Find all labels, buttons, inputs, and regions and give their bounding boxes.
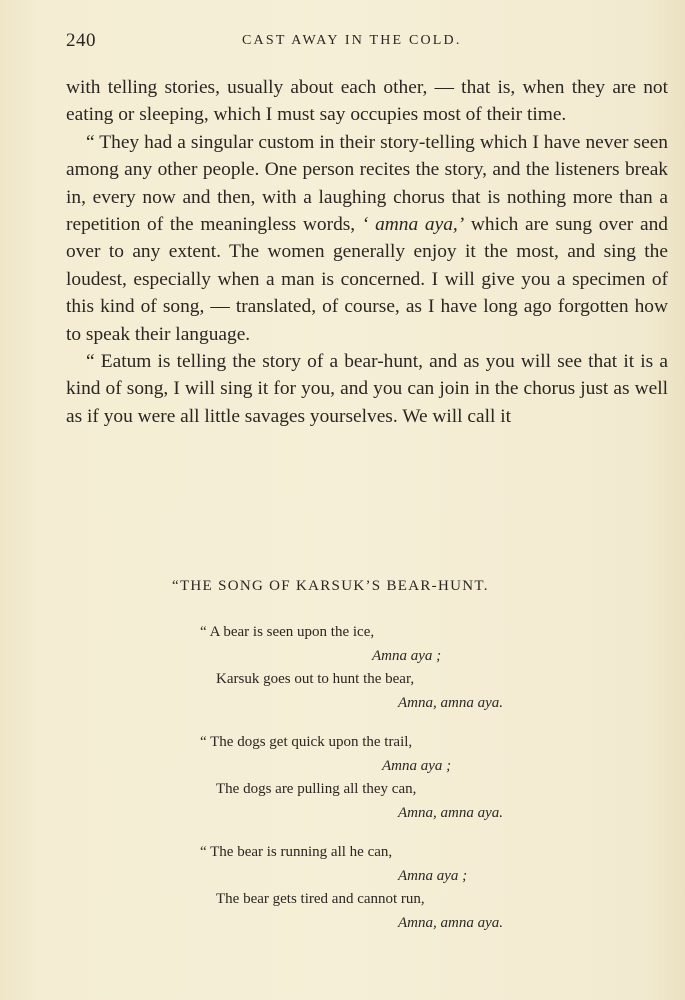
stanza-refrain: Amna aya ; — [372, 647, 442, 664]
paragraph-2-lead: “ They had a singular custom in their story-telling which I have never seen among any other people. One person recites the story, and the listeners break in, every now and then, with a laughing chorus that is nothing more than a repetition of the meaningless words, — [66, 131, 668, 236]
stanza-line: Karsuk goes out to hunt the bear, — [216, 671, 415, 688]
song-stanza-2 — [190, 731, 530, 825]
running-head: CAST AWAY IN THE COLD. — [242, 33, 462, 48]
body-text — [66, 74, 668, 430]
page-number: 240 — [66, 30, 96, 51]
stanza-line: The dogs are pulling all they can, — [216, 781, 417, 798]
paragraph-1: with telling stories, usually about each other, — that is, when they are not eating or sleeping, which I must say occupies most of their time. — [66, 77, 668, 126]
stanza-line: The bear gets tired and cannot run, — [216, 891, 425, 908]
paragraph-2-quoted-words: ‘ amna aya,’ — [361, 214, 465, 236]
paragraph-2 — [66, 129, 668, 348]
stanza-line: “ The dogs get quick upon the trail, — [200, 734, 413, 750]
stanza-refrain: Amna, amna aya. — [398, 804, 503, 821]
stanza-refrain: Amna, amna aya. — [398, 694, 503, 711]
stanza-refrain: Amna aya ; — [398, 867, 468, 884]
stanza-line: “ The bear is running all he can, — [200, 844, 393, 860]
paragraph-2-rest: which are sung over and over to any extent. The women generally enjoy it the most, and sing the loudest, especially when a man is concerned. I will give you a specimen of this kind of song, — translated, of course, as I have long ago forgotten how to speak their language. — [66, 214, 668, 345]
page-header — [66, 30, 670, 54]
paragraph-3: “ Eatum is telling the story of a bear-hunt, and as you will see that it is a kind of song, I will sing it for you, and you can join in the chorus just as well as if you were all little savages yourselves. We will call it — [66, 351, 668, 427]
stanza-refrain: Amna, amna aya. — [398, 914, 503, 931]
stanza-line: “ A bear is seen upon the ice, — [200, 624, 375, 640]
song-stanza-1 — [190, 621, 530, 715]
song-title: “THE SONG OF KARSUK’S BEAR-HUNT. — [172, 578, 489, 594]
stanza-refrain: Amna aya ; — [382, 757, 452, 774]
song-stanza-3 — [190, 841, 530, 935]
